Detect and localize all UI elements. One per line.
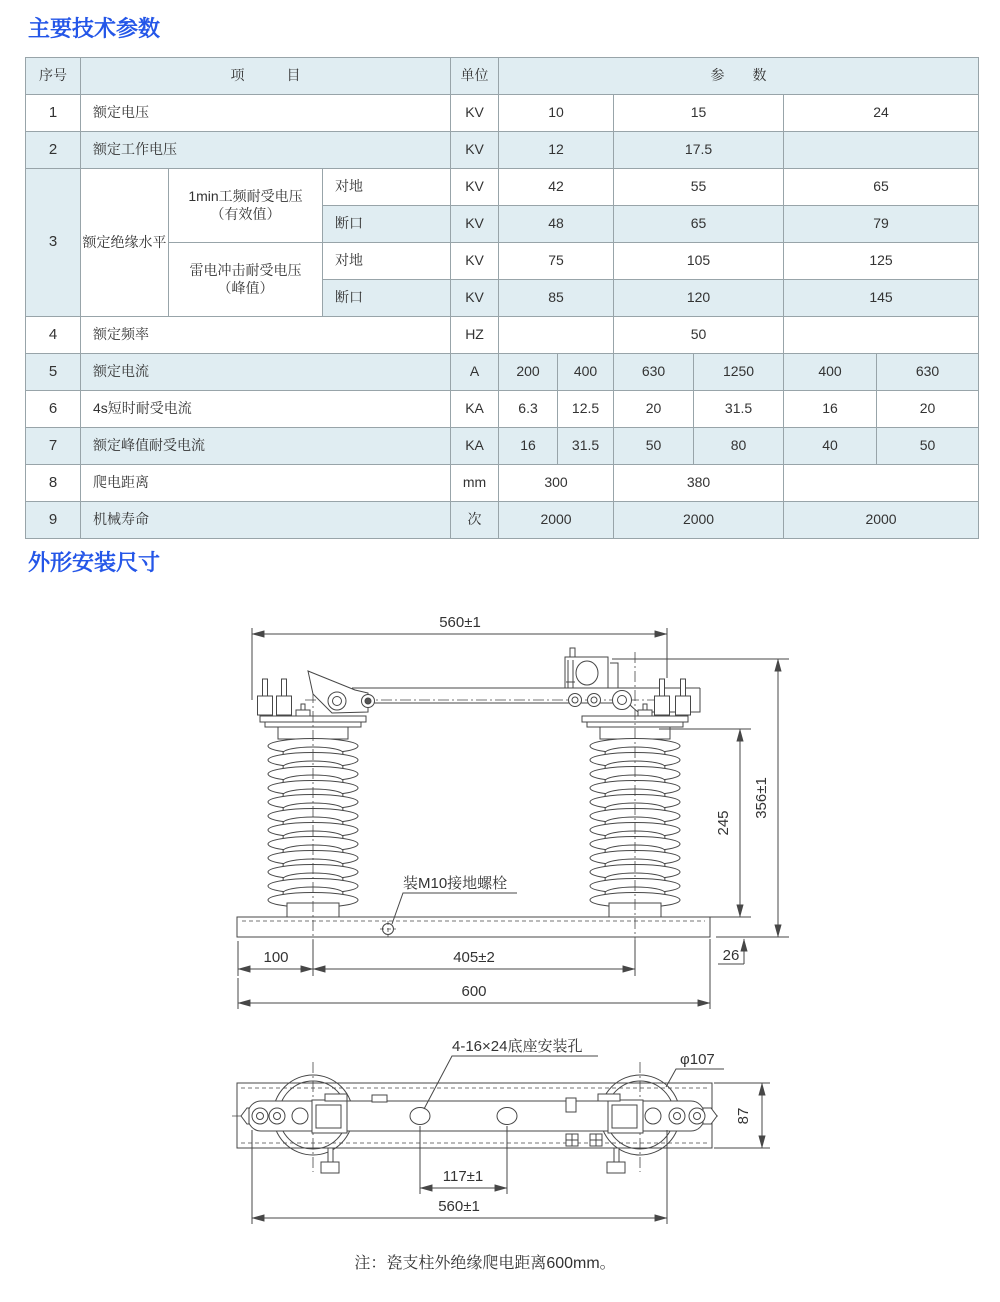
cell-unit: KA [451,428,499,465]
cell-unit: 次 [451,502,499,539]
svg-text:100: 100 [263,949,289,966]
cell-item: 额定频率 [81,317,451,354]
cell-unit: KV [451,132,499,169]
col-header-unit: 单位 [451,58,499,95]
cell-unit: A [451,354,499,391]
mounting-holes-label: 4-16×24底座安装孔 [452,1038,583,1055]
cell-value: 20 [614,391,694,428]
cell-value: 200 [499,354,558,391]
svg-text:600: 600 [461,983,487,1000]
svg-text:245: 245 [715,810,732,836]
table-row [26,169,979,206]
cell-item: 爬电距离 [81,465,451,502]
cell-item: 机械寿命 [81,502,451,539]
switch-blade-assembly [258,648,701,716]
cell-item: 额定电压 [81,95,451,132]
diameter-label: φ107 [680,1051,715,1068]
cell-sublabel: 断口 [323,206,451,243]
operating-lever [308,671,368,713]
footnote: 注：瓷支柱外绝缘爬电距离600mm。 [354,1255,616,1272]
terminal-bolt [258,679,273,715]
cell-value: 2000 [499,502,614,539]
cell-value: 17.5 [614,132,784,169]
dim-top-width [252,614,667,700]
table-header-row [26,58,979,95]
cell-value: 16 [499,428,558,465]
table-row [26,317,979,354]
cell-item: 额定绝缘水平 [81,169,169,317]
cap-block-right [566,1094,643,1173]
plan-drawing [232,1037,770,1224]
terminal-bolt [277,679,292,715]
cell-unit: KV [451,95,499,132]
cell-sublabel: 断口 [323,280,451,317]
cell-value: 125 [784,243,979,280]
cell-value: 50 [877,428,979,465]
mounting-slot [497,1108,517,1125]
table-row [26,243,979,280]
cell-value: 24 [784,95,979,132]
cell-value: 31.5 [694,391,784,428]
cell-seq: 4 [26,317,81,354]
cell-value: 12.5 [558,391,614,428]
base-plate-plan [237,1083,712,1148]
cell-value: 50 [614,428,694,465]
ground-bolt-label: 装M10接地螺栓 [403,875,508,892]
subitem-line1: 1min工频耐受电压 [188,188,303,204]
cell-seq: 3 [26,169,81,317]
parameters-table [25,57,979,539]
cell-subitem [169,243,323,317]
cell-value: 300 [499,465,614,502]
cell-item: 额定电流 [81,354,451,391]
cell-value: 6.3 [499,391,558,428]
table-row [26,354,979,391]
terminal-bolt [655,679,670,715]
svg-text:117±1: 117±1 [442,1168,484,1185]
cell-value: 105 [614,243,784,280]
cell-value: 85 [499,280,614,317]
cell-value: 2000 [614,502,784,539]
insulator-right [582,716,688,917]
elevation-drawing [237,614,789,1009]
dim-overall-plan [252,1130,667,1224]
cell-value: 42 [499,169,614,206]
insulator-left [260,716,366,917]
cell-value: 380 [614,465,784,502]
cell-seq: 1 [26,95,81,132]
cell-value: 80 [694,428,784,465]
cell-value: 50 [614,317,784,354]
cell-value: 2000 [784,502,979,539]
cell-value: 75 [499,243,614,280]
svg-text:26: 26 [722,947,740,964]
cell-value [784,317,979,354]
cell-value: 40 [784,428,877,465]
table-row [26,465,979,502]
cell-unit: KA [451,391,499,428]
table-row [26,502,979,539]
dim-base-width [714,1083,770,1148]
cell-value [784,132,979,169]
cell-value [499,317,614,354]
terminal-bolt [676,679,691,715]
cell-value: 400 [784,354,877,391]
base-plate [237,917,710,937]
actuator-bracket [565,648,618,688]
subitem-line2: （峰值） [217,279,274,296]
svg-text:405±2: 405±2 [453,949,495,966]
insulator-footprint-right [600,1075,680,1155]
section-title-dimensions: 外形安装尺寸 [28,550,161,575]
subitem-line1: 雷电冲击耐受电压 [189,262,302,278]
cell-value: 31.5 [558,428,614,465]
cell-value: 400 [558,354,614,391]
mounting-slot [410,1108,430,1125]
svg-text:560±1: 560±1 [438,1198,480,1215]
dim-center-distance [313,949,635,969]
cell-value: 65 [614,206,784,243]
dim-overall-height [612,659,789,937]
cell-value: 20 [877,391,979,428]
dim-hole-spacing [420,1126,507,1194]
col-header-params: 参 数 [499,58,979,95]
col-header-seq: 序号 [26,58,81,95]
dim-insulator-height [659,729,751,917]
cell-unit: KV [451,280,499,317]
svg-text:87: 87 [735,1107,752,1125]
cap-block-left [312,1094,387,1173]
cell-value: 12 [499,132,614,169]
cell-subitem [169,169,323,243]
cell-seq: 2 [26,132,81,169]
cell-seq: 9 [26,502,81,539]
table-row [26,391,979,428]
svg-text:356±1: 356±1 [753,777,770,819]
cell-unit: mm [451,465,499,502]
cell-value: 120 [614,280,784,317]
dim-base-thickness [718,939,744,964]
cell-seq: 5 [26,354,81,391]
dim-left-offset [238,941,313,976]
dim-base-length [238,939,710,1009]
cell-unit: HZ [451,317,499,354]
table-row [26,95,979,132]
cell-unit: KV [451,169,499,206]
cell-unit: KV [451,243,499,280]
cell-value: 65 [784,169,979,206]
pad-bolt [296,704,652,716]
insulator-footprint-left [273,1075,353,1155]
cell-seq: 8 [26,465,81,502]
cell-item: 额定峰值耐受电流 [81,428,451,465]
col-header-item: 项 目 [81,58,451,95]
svg-text:560±1: 560±1 [439,614,481,631]
ground-bolt-symbol [380,921,396,937]
cell-seq: 7 [26,428,81,465]
cell-sublabel: 对地 [323,243,451,280]
cell-value: 630 [877,354,979,391]
cell-seq: 6 [26,391,81,428]
cell-value: 79 [784,206,979,243]
cell-value: 145 [784,280,979,317]
cell-item: 额定工作电压 [81,132,451,169]
table-row [26,132,979,169]
cell-value: 1250 [694,354,784,391]
cell-value: 630 [614,354,694,391]
table-row [26,428,979,465]
cell-value: 15 [614,95,784,132]
cell-value [784,465,979,502]
cell-value: 55 [614,169,784,206]
cell-unit: KV [451,206,499,243]
cell-value: 10 [499,95,614,132]
cell-value: 48 [499,206,614,243]
blade-bar-plan [241,1101,717,1131]
cell-sublabel: 对地 [323,169,451,206]
subitem-line2: （有效值） [210,205,281,222]
section-title-parameters: 主要技术参数 [28,16,161,41]
cell-item: 4s短时耐受电流 [81,391,451,428]
cell-value: 16 [784,391,877,428]
